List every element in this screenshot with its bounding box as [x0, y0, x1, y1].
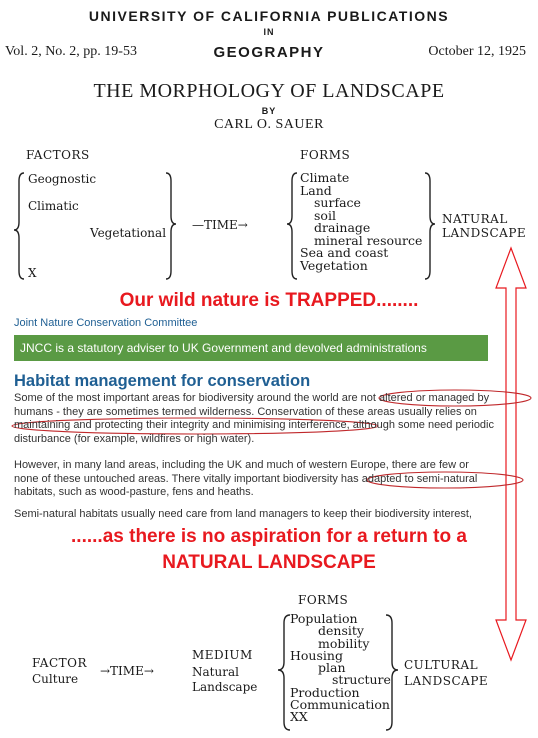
cultural-forms-list	[290, 613, 391, 724]
cultural-time-arrow: →TIME→	[100, 664, 154, 678]
medium-line2: Landscape	[192, 680, 258, 694]
paragraph-line: humans - they are sometimes termed wilderness. Conservation of these areas usually relies on	[14, 405, 477, 418]
form-item: Population	[290, 611, 358, 626]
time-arrow: —TIME→	[192, 218, 248, 232]
by-label: BY	[261, 106, 277, 116]
form-item: mineral resource	[314, 232, 423, 248]
paragraph-line: none of these untouched areas. There vitally important biodiversity has adapted to semi-natural	[14, 472, 478, 485]
form-item: Production	[290, 684, 360, 700]
form-item: density	[318, 623, 364, 639]
cultural-result-line1: CULTURAL	[404, 658, 479, 672]
paragraph-line: However, in many land areas, including the UK and much of western Europe, there are few or	[14, 459, 469, 471]
cultural-factor-heading: FACTOR	[32, 656, 88, 670]
paragraph-1	[14, 392, 494, 446]
factors-brace-right	[166, 173, 176, 279]
forms-brace-left	[287, 173, 297, 279]
paragraph-2	[14, 459, 477, 500]
factor-vegetational: Vegetational	[90, 226, 167, 240]
volume-info: Vol. 2, No. 2, pp. 19-53	[5, 44, 137, 59]
form-item: soil	[314, 207, 336, 223]
form-item: Sea and coast	[300, 245, 389, 260]
forms-list	[300, 172, 422, 272]
natural-result-line1: NATURAL	[442, 212, 508, 226]
habitat-heading: Habitat management for conservation	[14, 372, 311, 390]
series-name: GEOGRAPHY	[213, 44, 325, 61]
cultural-forms-heading: FORMS	[298, 593, 349, 607]
in-label: IN	[263, 27, 275, 37]
cultural-forms-brace-left	[278, 615, 290, 730]
paragraph-line: disturbance (for example, wildfires or high water).	[14, 432, 255, 445]
paragraph-line: Some of the most important areas for biodiversity around the world are not altered or managed by	[14, 392, 490, 404]
forms-brace-right	[425, 173, 435, 279]
cultural-factor: Culture	[32, 672, 79, 686]
form-item: Communication	[290, 697, 390, 713]
article-title: THE MORPHOLOGY OF LANDSCAPE	[93, 80, 445, 102]
aspiration-line1: ......as there is no aspiration for a return to a	[71, 526, 467, 547]
form-item: plan	[318, 660, 346, 676]
medium-heading: MEDIUM	[192, 648, 253, 662]
publication-date: October 12, 1925	[428, 44, 526, 59]
article-author: CARL O. SAUER	[214, 117, 324, 132]
paragraph-line: Semi-natural habitats usually need care from land managers to keep their biodiversity interest,	[14, 508, 472, 520]
factors-heading: FACTORS	[26, 148, 90, 162]
factors-brace	[14, 173, 24, 279]
publication-header: UNIVERSITY OF CALIFORNIA PUBLICATIONS	[88, 8, 450, 24]
cultural-result-line2: LANDSCAPE	[404, 674, 489, 688]
form-item: mobility	[318, 635, 370, 651]
form-item: XX	[290, 709, 308, 725]
paragraph-line: maintaining and protecting their integrity and minimising interference, although some need periodic	[14, 419, 494, 431]
aspiration-line2: NATURAL LANDSCAPE	[162, 552, 376, 573]
form-item: surface	[314, 195, 361, 210]
factor-x: X	[28, 266, 37, 280]
factor-geognostic: Geognostic	[28, 172, 97, 186]
factor-climatic: Climatic	[28, 199, 79, 213]
form-item: Land	[300, 182, 332, 198]
paragraph-3	[14, 508, 472, 522]
trapped-banner: Our wild nature is TRAPPED........	[119, 290, 419, 311]
natural-result-line2: LANDSCAPE	[442, 226, 527, 240]
form-item: Vegetation	[300, 257, 368, 273]
form-item: Housing	[290, 647, 343, 663]
medium-line1: Natural	[192, 665, 239, 679]
jncc-name-link[interactable]: Joint Nature Conservation Committee	[14, 317, 198, 329]
jncc-tagline-bar: JNCC is a statutory adviser to UK Government and devolved administrations	[14, 335, 488, 361]
paragraph-line: habitats, such as wood-pasture, fens and heaths.	[14, 486, 254, 498]
form-item: Climate	[300, 170, 350, 185]
forms-heading: FORMS	[300, 148, 351, 162]
form-item: structure	[332, 672, 391, 688]
form-item: drainage	[314, 220, 371, 235]
aspiration-text	[0, 524, 538, 576]
